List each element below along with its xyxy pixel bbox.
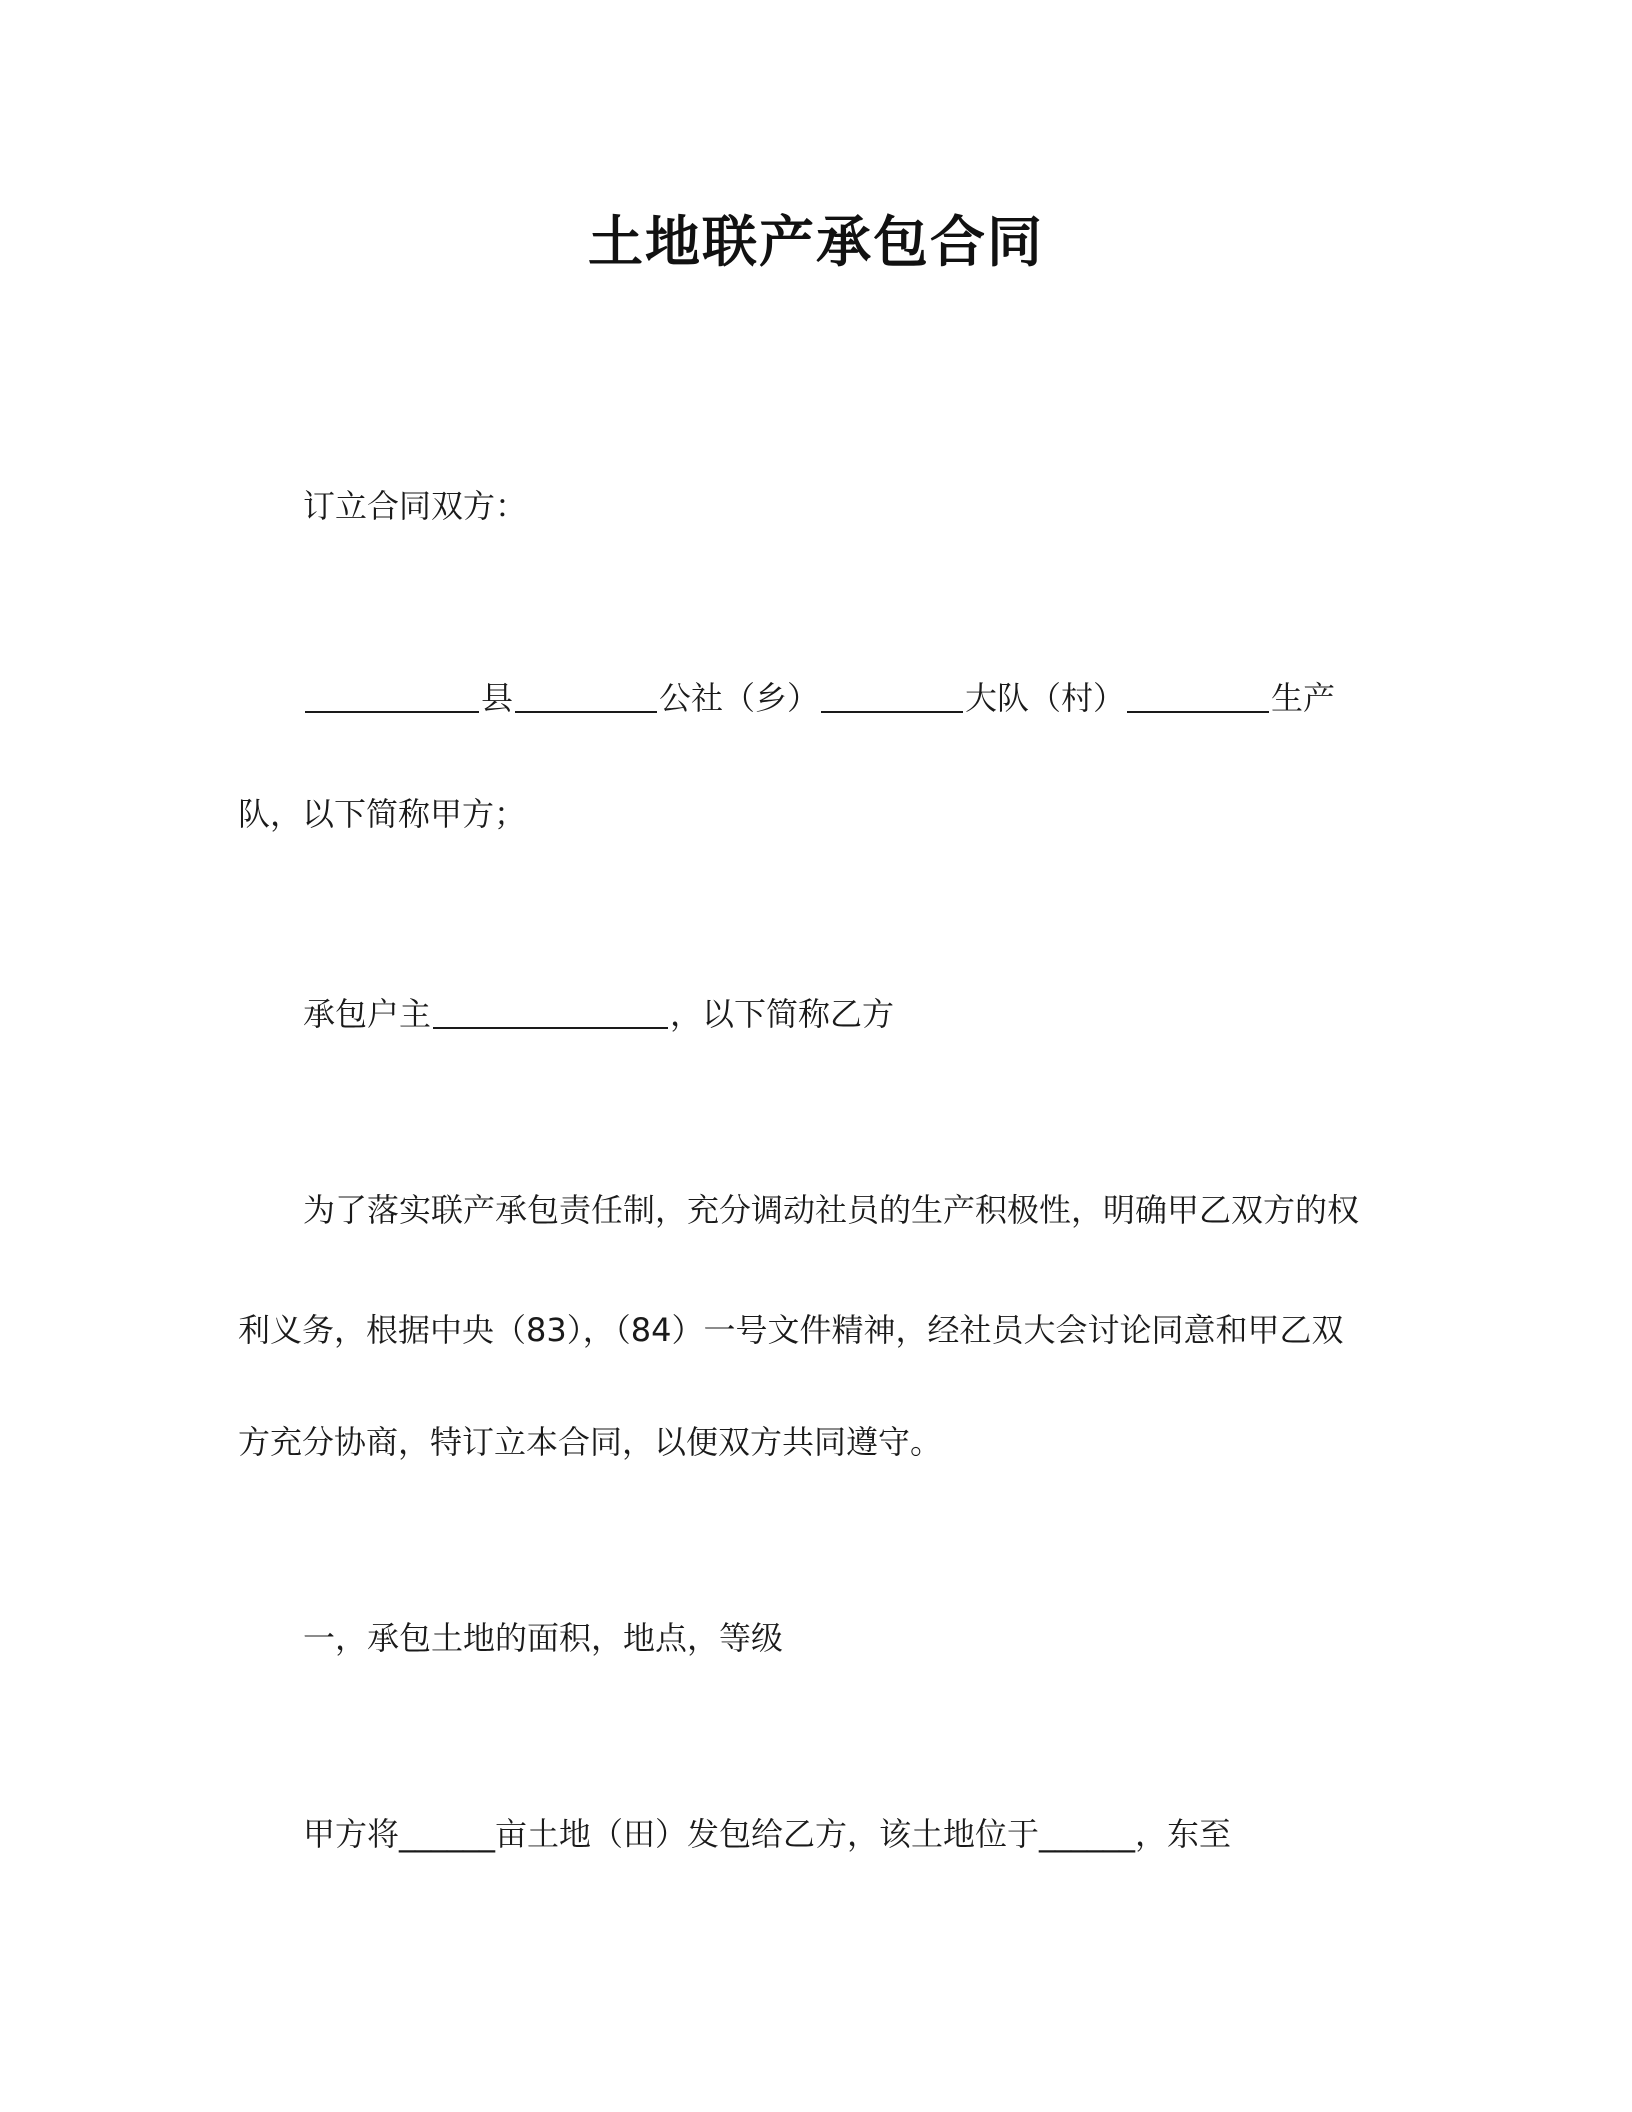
team-label: 生产 (1271, 679, 1336, 717)
brigade-label: 大队（村） (965, 679, 1126, 717)
preamble-line-1: 为了落实联产承包责任制，充分调动社员的生产积极性，明确甲乙双方的权 (303, 1191, 1360, 1229)
section-1-heading: 一，承包土地的面积，地点，等级 (303, 1619, 784, 1657)
document-title: 土地联产承包合同 (587, 210, 1044, 274)
party-a-line (303, 676, 1335, 720)
parties-heading: 订立合同双方： (303, 487, 528, 525)
team-blank[interactable] (1127, 677, 1269, 713)
commune-label: 公社（乡） (659, 679, 820, 717)
county-label: 县 (481, 679, 514, 717)
party-b-line (303, 992, 894, 1036)
commune-blank[interactable] (515, 677, 657, 713)
party-b-prefix: 承包户主 (303, 995, 432, 1033)
section-1-clause-line-1: 甲方将______亩土地（田）发包给乙方，该土地位于______，东至 (303, 1815, 1232, 1853)
preamble-line-2: 利义务，根据中央（83），（84）一号文件精神，经社员大会讨论同意和甲乙双 (238, 1311, 1344, 1349)
party-a-line-continued: 队，以下简称甲方； (238, 795, 527, 833)
party-b-suffix: ，以下简称乙方 (670, 995, 895, 1033)
brigade-blank[interactable] (821, 677, 963, 713)
preamble-line-3: 方充分协商，特订立本合同，以便双方共同遵守。 (238, 1423, 943, 1461)
county-blank[interactable] (305, 677, 479, 713)
householder-blank[interactable] (433, 993, 668, 1029)
